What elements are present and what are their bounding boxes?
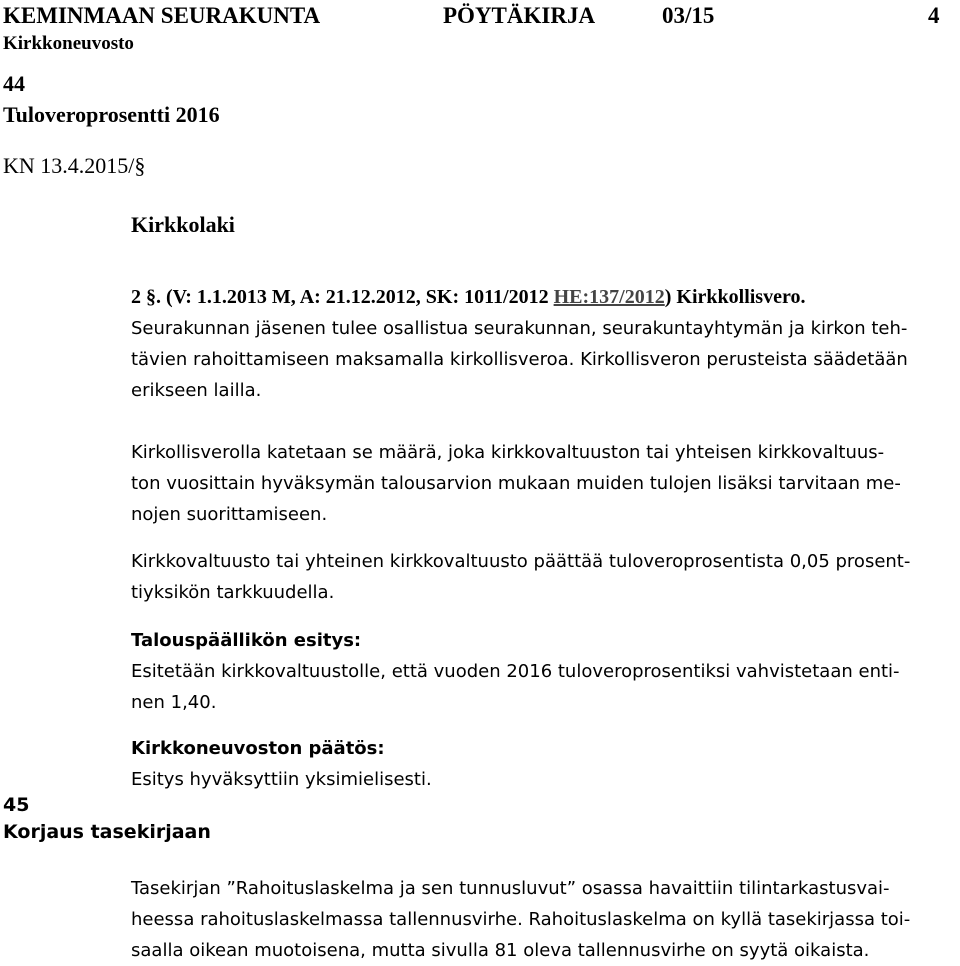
org-name: KEMINMAAN SEURAKUNTA [3, 3, 321, 28]
paragraph-line: tiyksikön tarkkuudella. [131, 582, 335, 603]
item45-title: Korjaus tasekirjaan [3, 821, 211, 843]
item44-number: 44 [3, 71, 25, 96]
law-ref-prefix: 2 §. (V: 1.1.2013 M, A: 21.12.2012, SK: 1011/2012 [131, 286, 554, 308]
proposal-line: nen 1,40. [131, 692, 217, 713]
item44-reference: KN 13.4.2015/§ [3, 153, 146, 178]
paragraph-2 [131, 546, 953, 608]
item45-line: saalla oikean muotoisena, mutta sivulla 81 oleva tallennusvirhe on syytä oikaista. [131, 940, 870, 961]
paragraph-line: nojen suorittamiseen. [131, 504, 328, 525]
decision-text: Esitys hyväksyttiin yksimielisesti. [131, 769, 432, 790]
paragraph-line: Kirkkovaltuusto tai yhteinen kirkkovaltuusto päättää tuloveroprosentista 0,05 prosent- [131, 551, 911, 572]
law-line: erikseen lailla. [131, 380, 262, 401]
decision-section [131, 733, 953, 795]
body-name: Kirkkoneuvosto [3, 33, 134, 54]
proposal-line: Esitetään kirkkovaltuustolle, että vuoden 2016 tuloveroprosentiksi vahvistetaan enti- [131, 661, 900, 682]
he-link[interactable]: HE:137/2012 [553, 286, 665, 308]
item45-number: 45 [3, 794, 30, 816]
doc-type: PÖYTÄKIRJA [443, 3, 596, 28]
law-line: tävien rahoittamiseen maksamalla kirkollisveroa. Kirkollisveron perusteista säädetään [131, 349, 908, 370]
item45-text [131, 873, 953, 966]
item44-title: Tuloveroprosentti 2016 [3, 102, 220, 127]
proposal-section [131, 625, 953, 718]
proposal-heading: Talouspäällikön esitys: [131, 630, 362, 651]
page-number: 4 [928, 3, 940, 28]
law-line: Seurakunnan jäsenen tulee osallistua seurakunnan, seurakuntayhtymän ja kirkon teh- [131, 318, 908, 339]
decision-heading: Kirkkoneuvoston päätös: [131, 738, 385, 759]
paragraph-line: Kirkollisverolla katetaan se määrä, joka kirkkovaltuuston tai yhteisen kirkkovaltuus- [131, 442, 885, 463]
law-text [131, 313, 953, 406]
paragraph-line: ton vuosittain hyväksymän talousarvion mukaan muiden tulojen lisäksi tarvitaan me- [131, 473, 901, 494]
law-reference-line [131, 286, 805, 309]
doc-number: 03/15 [662, 3, 715, 28]
item45-line: heessa rahoituslaskelmassa tallennusvirhe. Rahoituslaskelma on kyllä tasekirjassa toi- [131, 909, 911, 930]
item45-line: Tasekirjan ”Rahoituslaskelma ja sen tunnusluvut” osassa havaittiin tilintarkastusvai- [131, 878, 890, 899]
paragraph-1 [131, 437, 953, 530]
law-ref-suffix: ) Kirkkollisvero. [664, 286, 806, 308]
law-heading: Kirkkolaki [131, 212, 235, 237]
